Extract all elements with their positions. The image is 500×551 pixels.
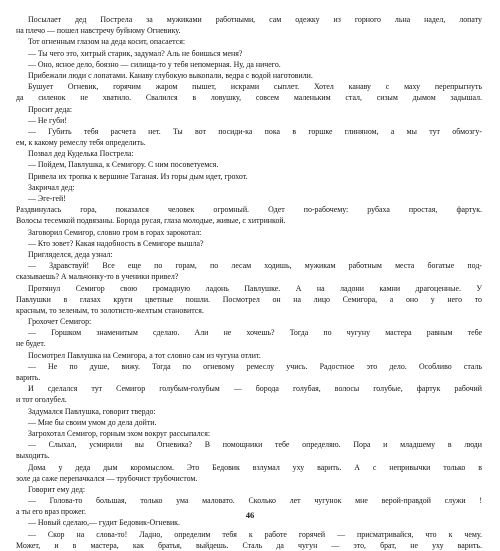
text-line: — Слыхал, усмирили вы Огневика? В помощники тебе определяю. Пора и младшему в люди: [28, 440, 482, 450]
text-line: Раздвинулась гора, показался человек огромный. Одет по-рабочему: рубаха простая, фартук.: [16, 205, 482, 215]
text-line: — Кто зовет? Какая надобность в Семигоре вышла?: [28, 238, 204, 248]
text-line: Прибежали люди с лопатами. Канаву глубокую выкопали, ведра с водой наготовили.: [28, 70, 313, 80]
text-line: сказываешь? А мальчонку-то в ученики привел?: [16, 272, 179, 282]
page-body-text: [16, 14, 482, 551]
text-line: Загрохотал Семигор, горным эхом вокруг рассыпался:: [28, 428, 211, 438]
text-line: Говорит ему дед:: [28, 484, 86, 494]
text-line: — Пойдем, Павлушка, к Семигору. С ним посоветуемся.: [28, 160, 219, 170]
page-number: 46: [245, 510, 255, 520]
text-line: Привела их тропка к вершине Таганая. Из горы дым идет, грохот.: [28, 171, 248, 181]
text-line: Волосы тесемкой подвязаны. Борода русая, глаза молодые, живые, с хитринкой.: [16, 216, 286, 226]
text-line: не будет.: [16, 339, 46, 349]
text-line: Позвал дед Куделька Пострела:: [28, 149, 134, 159]
text-line: выходить.: [16, 451, 50, 461]
text-line: Посылает дед Пострела за мужиками работными, сам одежку из горного льна надел, лопату: [28, 15, 482, 24]
text-line: и тот оголубел.: [16, 395, 67, 405]
text-line: да силенок не хватило. Свалился в ловушку, совсем маленьким стал, сизым дымом задышал.: [16, 93, 482, 103]
text-line: — Оно, ясное дело, боязно — силища-то у тебя непомерная. Ну, да ничего.: [28, 59, 281, 69]
text-line: Павлушки в глазах круги цветные пошли. Посмотрел он на лицо Семигора, а оно у него то: [16, 294, 482, 304]
text-line: Закричал дед:: [28, 182, 75, 192]
text-line: а ты его враз прожег.: [16, 507, 87, 517]
text-line: — Мне бы своим умом до дела дойти.: [28, 417, 157, 427]
text-line: — Скор на слова-то! Ладно, определим тебя к работе горячей — присматривайся, что к чему.: [28, 529, 482, 539]
text-line: Протянул Семигор свою громадную ладонь Павлушке. А на ладони камни драгоценные. У: [28, 283, 482, 293]
text-line: — Новый сделаю,— гудит Бедовик-Огневик.: [28, 518, 180, 528]
text-line: — Эге-гей!: [28, 194, 66, 203]
text-line: Бушует Огневик, горячим жаром пышет, искрами сыплет. Хотел канаву с маху перепрыгнуть: [28, 82, 482, 92]
text-line: красным, то зеленым, то золотисто-желтым становится.: [16, 305, 204, 315]
text-line: — Горшком знаменитым сделаю. Али не хочешь? Тогда по чугуну мастера равным тебе: [28, 328, 482, 338]
text-line: Тот огненным глазом на деда косит, опасается:: [28, 37, 186, 47]
text-line: Грохочет Семигор:: [28, 317, 92, 327]
text-line: Задумался Павлушка, говорит твердо:: [28, 406, 156, 416]
text-line: Просит деда:: [28, 104, 73, 114]
text-line: — Ты чего это, хитрый старик, задумал? Аль не боишься меня?: [28, 48, 243, 58]
text-line: золе да саже перепачкался — трубочист трубочистом.: [16, 473, 198, 483]
text-line: варить.: [16, 373, 41, 382]
text-line: Посмотрел Павлушка на Семигора, а тот словно сам из чугуна отлит.: [28, 350, 261, 360]
text-line: ем, к какому ремеслу тебя определить.: [16, 138, 146, 148]
text-line: И сделался тут Семигор голубым-голубым — борода голубая, волосы голубые, фартук рабочий: [28, 384, 482, 394]
text-line: Заговорил Семигор, словно гром в горах зарокотал:: [28, 227, 202, 237]
text-line: — Не губи!: [28, 115, 67, 125]
text-line: — Губить тебя расчета нет. Ты вот посиди-ка пока в горшке глиняном, а мы тут обмозгу-: [28, 126, 482, 136]
text-line: Пригляделся, деда узнал:: [28, 249, 113, 259]
text-line: — Не по душе, вижу. Тогда по огневому ремеслу учись. Радостное это дело. Особливо сталь: [28, 361, 482, 371]
text-line: Дома у деда дым коромыслом. Это Бедовик взлумал уху варить. А с непривычки только в: [28, 462, 482, 472]
text-line: на плечо — пошел навстречу буйному Огневику.: [16, 26, 181, 36]
text-line: Может, и в мастера, как братья, выйдешь. Сталь да чугун — это, брат, не уху варить.: [16, 540, 482, 550]
text-line: — Голова-то большая, только ума маловато. Сколько лет чугунок мне верой-правдой служи !: [28, 496, 482, 506]
text-line: — Здравствуй! Все еще по горам, по лесам ходишь, мужикам работным места богатые под-: [28, 261, 482, 271]
